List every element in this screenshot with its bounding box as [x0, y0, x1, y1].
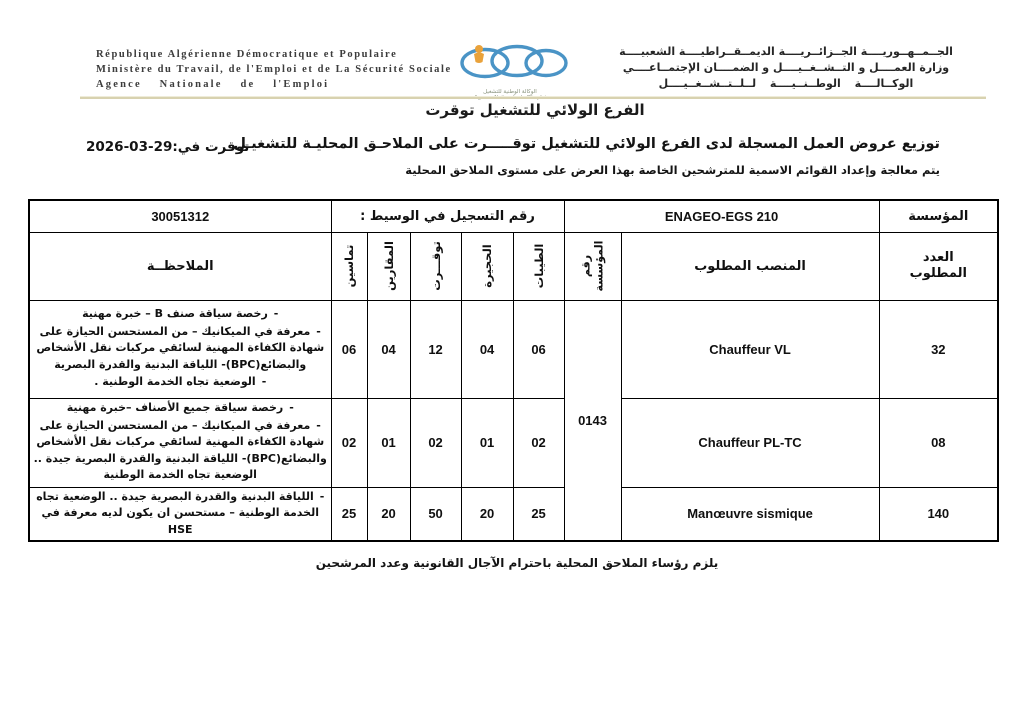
value-hadjira: 20	[461, 487, 513, 541]
header-required-count-label: العدد المطلوب	[909, 249, 967, 281]
value-hadjira: 04	[461, 300, 513, 398]
note-text: اللياقة البدنية والقدرة البصرية جيدة .. الوضعية تجاه الخدمة الوطنية – مستحسن ان يكون لديه معرفة في HSE	[36, 489, 319, 536]
note-item	[32, 418, 329, 484]
note-text: معرفة في الميكانيك – من المستحسن الحيازة على شهادة الكفاءة المهنية لسائقي مركبات نقل الأشخاص والبضائع(BPC)- اللياقة البدنية والقدرة البصرية جيدة .. الوضعية تجاه الخدمة الوطنية	[33, 418, 327, 482]
header-locality-megarine	[367, 232, 410, 300]
org-value-cell: ENAGEO-EGS 210	[564, 200, 879, 232]
branch-title: الفرع الولائي للتشغيل توقرت	[425, 101, 645, 119]
header-note: الملاحظــة	[29, 232, 331, 300]
document-subtitle: يتم معالجة وإعداد القوائم الاسمية للمترشحين الخاصة بهذا العرض على مستوى الملاحق المحلية	[405, 163, 940, 177]
locality-label: الحجيرة	[480, 244, 495, 288]
document-title: توزيع عروض العمل المسجلة لدى الفرع الولائي للتشغيل توقـــــرت على الملاحـق المحليـة للتشغيـل	[233, 136, 940, 152]
header-locality-temacine	[331, 232, 367, 300]
note-item	[32, 489, 329, 539]
footer-instruction: يلزم رؤساء الملاحق المحلية باحترام الآجال القانونية وعدد المرشحين	[315, 556, 719, 570]
note-text: رخصة سياقة جميع الأصناف –خبرة مهنية	[66, 401, 284, 415]
value-touggourt: 50	[410, 487, 461, 541]
header-locality-taibet	[513, 232, 564, 300]
registration-label-cell: رقم التسجيل في الوسيط :	[331, 200, 564, 232]
note-text: الوضعية تجاه الخدمة الوطنية .	[94, 375, 256, 389]
value-megarine: 01	[367, 398, 410, 487]
count-cell: 140	[879, 487, 998, 541]
notes-cell	[29, 300, 331, 398]
count-cell: 08	[879, 398, 998, 487]
note-item	[32, 306, 329, 323]
value-taibet: 25	[513, 487, 564, 541]
french-line-republic: République Algérienne Démocratique et Populaire	[96, 49, 398, 60]
note-text: معرفة في الميكانيك – من المستحسن الحيازة على شهادة الكفاءة المهنية لسائقي مركبات نقل الأشخاص والبضائع(BPC)- اللياقة البدنية والقدرة البصرية	[36, 324, 325, 371]
value-hadjira: 01	[461, 398, 513, 487]
header-position: المنصب المطلوب	[621, 232, 879, 300]
bullet-dash: -	[316, 418, 321, 432]
date-value: 2026-03-29	[86, 139, 173, 155]
bullet-dash: -	[316, 324, 321, 338]
bullet-dash: -	[289, 401, 294, 415]
value-megarine: 04	[367, 300, 410, 398]
notes-cell	[29, 398, 331, 487]
note-item	[32, 324, 329, 374]
anem-logo	[448, 40, 572, 101]
job-offers-table	[28, 199, 999, 542]
date-label: توقرت في:	[172, 139, 250, 155]
position-cell: Chauffeur PL-TC	[621, 398, 879, 487]
count-cell: 32	[879, 300, 998, 398]
header-locality-touggourt	[410, 232, 461, 300]
arabic-line-agency: الوكــالــــة الوطــنــيــــة لــلــتــشــغــيــــل	[658, 77, 914, 90]
arabic-line-ministry: وزارة العمــــل و التــشــغــيــــل و الضمــــان الإجتمــاعــــي	[622, 61, 950, 74]
registration-number-cell: 30051312	[29, 200, 331, 232]
org-number-cell: 0143	[564, 300, 621, 541]
locality-label: الطيبات	[531, 243, 546, 289]
bullet-dash: -	[319, 489, 325, 503]
logo-caption	[448, 89, 572, 101]
value-touggourt: 02	[410, 398, 461, 487]
header-org-number	[564, 232, 621, 300]
french-letterhead	[96, 47, 452, 92]
locality-label: المقارين	[381, 241, 396, 291]
table-row-chauffeur-vl	[29, 300, 998, 398]
bullet-dash: -	[261, 375, 267, 389]
table-row-manoeuvre-sismique	[29, 487, 998, 541]
french-line-agency: Agence Nationale de l'Emploi	[96, 79, 330, 90]
table-row-chauffeur-pltc	[29, 398, 998, 487]
locality-label: تماسين	[342, 244, 357, 288]
header-org-number-label: رقم المؤسسة	[578, 240, 605, 292]
value-temacine: 06	[331, 300, 367, 398]
logo-caption-arabic: الوكالة الوطنية للتشغيل	[483, 89, 537, 95]
note-item	[32, 374, 329, 391]
position-cell: Chauffeur VL	[621, 300, 879, 398]
org-label-cell: المؤسسة	[879, 200, 998, 232]
arabic-line-republic: الجــمــهــوريــــة الجــزائــريــــة الديمــقــراطيــــة الشعبيــــة	[619, 45, 953, 58]
note-item	[32, 400, 329, 417]
value-temacine: 25	[331, 487, 367, 541]
table-row-institution	[29, 200, 998, 232]
date-line	[86, 139, 249, 155]
arabic-letterhead	[590, 44, 982, 92]
value-taibet: 06	[513, 300, 564, 398]
value-temacine: 02	[331, 398, 367, 487]
notes-cell	[29, 487, 331, 541]
value-megarine: 20	[367, 487, 410, 541]
header-locality-hadjira	[461, 232, 513, 300]
table-header-row	[29, 232, 998, 300]
locality-label: توقـــرت	[428, 241, 443, 291]
french-line-ministry: Ministère du Travail, de l'Emploi et de La Sécurité Sociale	[96, 64, 452, 75]
value-touggourt: 12	[410, 300, 461, 398]
note-text: رخصة سياقة صنف B – خبرة مهنية	[82, 307, 268, 321]
value-taibet: 02	[513, 398, 564, 487]
header-divider	[80, 96, 986, 99]
position-cell: Manœuvre sismique	[621, 487, 879, 541]
bullet-dash: -	[273, 307, 279, 321]
logo-rings-icon	[449, 40, 571, 84]
header-required-count	[879, 232, 998, 300]
